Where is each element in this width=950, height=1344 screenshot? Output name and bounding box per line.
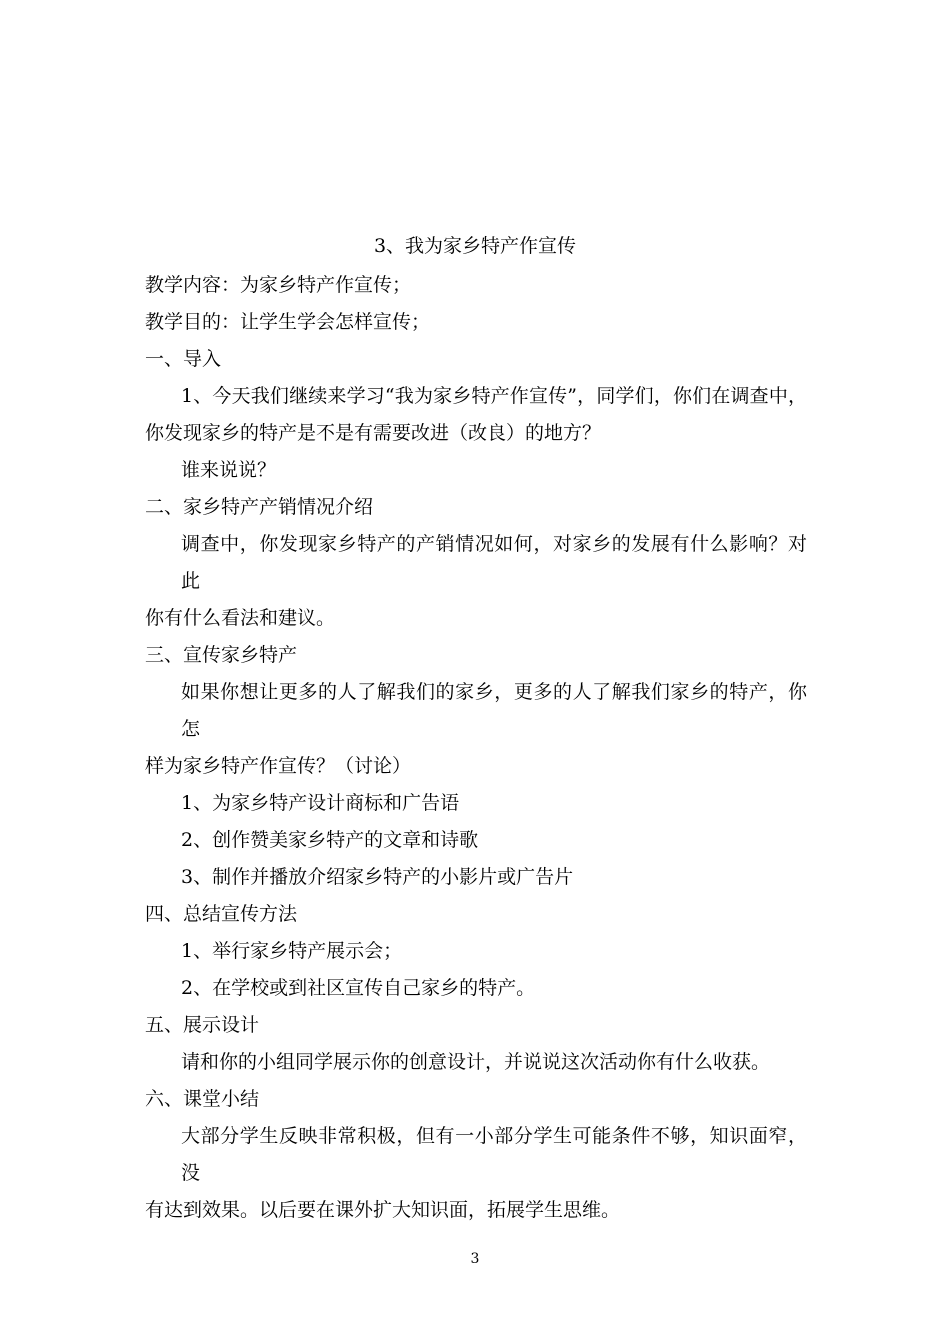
text-line: 教学内容：为家乡特产作宣传； bbox=[145, 274, 412, 296]
text-line: 调查中，你发现家乡特产的产销情况如何，对家乡的发展有什么影响？对此 bbox=[181, 533, 807, 592]
text-line: 1、为家乡特产设计商标和广告语 bbox=[181, 792, 460, 814]
text-line: 请和你的小组同学展示你的创意设计，并说说这次活动你有什么收获。 bbox=[181, 1051, 771, 1073]
text-line: 样为家乡特产作宣传？（讨论） bbox=[145, 755, 412, 777]
text-line: 如果你想让更多的人了解我们的家乡，更多的人了解我们家乡的特产，你怎 bbox=[181, 681, 807, 740]
text-line: 1、举行家乡特产展示会； bbox=[181, 940, 403, 962]
document-body bbox=[145, 267, 807, 1229]
text-line: 教学目的：让学生学会怎样宣传； bbox=[145, 311, 431, 333]
text-line: 1、今天我们继续来学习“我为家乡特产作宣传”，同学们，你们在调查中， bbox=[181, 385, 807, 407]
text-line: 谁来说说？ bbox=[181, 459, 277, 481]
document-title: 3、我为家乡特产作宣传 bbox=[373, 235, 577, 257]
text-line: 六、课堂小结 bbox=[145, 1088, 260, 1110]
text-line: 二、家乡特产产销情况介绍 bbox=[145, 496, 374, 518]
text-line: 有达到效果。以后要在课外扩大知识面，拓展学生思维。 bbox=[145, 1199, 621, 1221]
text-line: 一、导入 bbox=[145, 348, 222, 370]
text-line: 2、创作赞美家乡特产的文章和诗歌 bbox=[181, 829, 479, 851]
text-line: 3、制作并播放介绍家乡特产的小影片或广告片 bbox=[181, 866, 574, 888]
text-line: 四、总结宣传方法 bbox=[145, 903, 298, 925]
page-number: 3 bbox=[470, 1251, 480, 1267]
text-line: 大部分学生反映非常积极，但有一小部分学生可能条件不够，知识面窄，没 bbox=[181, 1125, 807, 1184]
text-line: 你有什么看法和建议。 bbox=[145, 607, 336, 629]
text-line: 五、展示设计 bbox=[145, 1014, 260, 1036]
text-line: 三、宣传家乡特产 bbox=[145, 644, 298, 666]
text-line: 2、在学校或到社区宣传自己家乡的特产。 bbox=[181, 977, 536, 999]
text-line: 你发现家乡的特产是不是有需要改进（改良）的地方？ bbox=[145, 422, 602, 444]
